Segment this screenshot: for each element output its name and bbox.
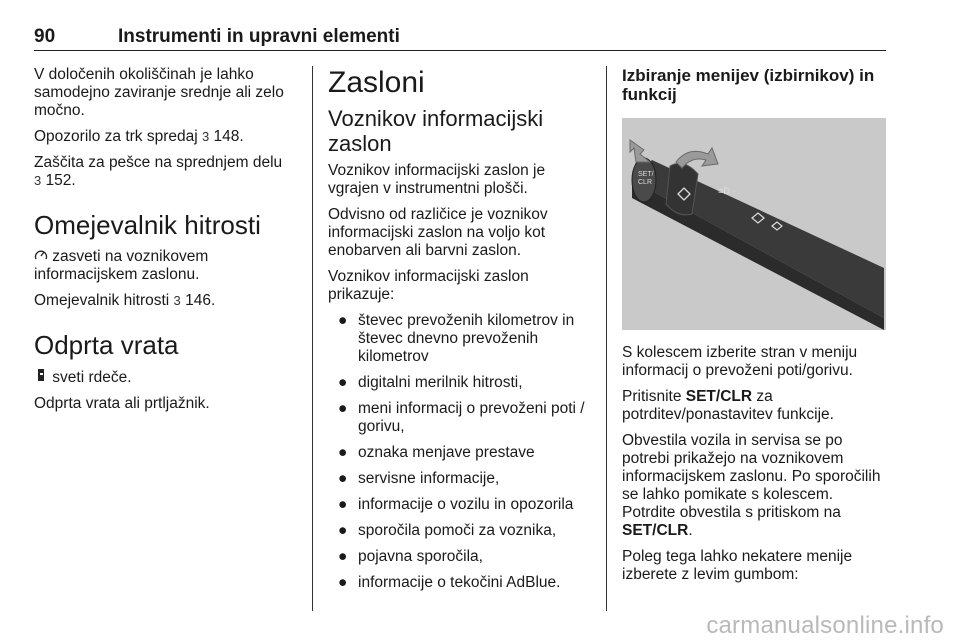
page-ref-link[interactable]: 146. [185,292,216,309]
speed-limiter-icon [34,248,48,266]
steering-lever-illustration [622,118,886,330]
column-middle [328,66,596,600]
list-item: ● informacije o tekočini AdBlue. [338,574,561,591]
heading-speed-limiter: Omejevalnik hitrosti [34,210,261,240]
chapter-title: Instrumenti in upravni elementi [118,26,400,47]
paragraph-pedestrian-ref: Zaščita za pešce na sprednjem delu 3 152. [34,154,283,189]
heading-driver-info-display: Voznikov informacijski zaslon [328,106,544,156]
list-item: ● servisne informacije, [338,470,500,487]
svg-text:CLR: CLR [638,179,653,186]
display-items-list [328,312,596,592]
paragraph-display-2: Odvisno od različice je voznikov informacijski zaslon na voljo kot enobarven ali barvni zaslon. [328,206,548,259]
paragraph-display-1: Voznikov informacijski zaslon je vgrajen v instrumentni plošči. [328,162,546,197]
page-ref-link[interactable]: 152. [45,172,76,189]
page-ref-arrow-icon: 3 [173,293,181,308]
heading-open-door: Odprta vrata [34,330,179,360]
list-item: ● digitalni merilnik hitrosti, [338,374,523,391]
paragraph-door-text: Odprta vrata ali prtljažnik. [34,395,210,412]
heading-menu-selection: Izbiranje menijev (izbirnikov) in funkcij [622,66,875,104]
paragraph-left-button: Poleg tega lahko nekatere menije izberete z levim gumbom: [622,548,853,583]
set-clr-button-label: SET/ [638,171,654,178]
column-divider [312,66,313,611]
list-item: ● sporočila pomoči za voznika, [338,522,557,539]
paragraph-notifications: Obvestila vozila in servisa se po potrebi prikažejo na voznikovem informacijskem zaslonu. Po sporočilih se lahko pomikate s kolescem. Potrdite obvestila s pritiskom na SET/CLR. [622,432,881,539]
page-ref-arrow-icon: 3 [202,129,210,144]
page-ref-arrow-icon: 3 [34,173,42,188]
watermark: carmanualsonline.info [706,612,944,639]
paragraph-speed-limiter: zasveti na voznikovem informacijskem zaslonu. [34,248,209,283]
paragraph-door-indicator: sveti rdeče. [34,368,296,387]
paragraph-set-clr: Pritisnite SET/CLR za potrditev/ponastavitev funkcije. [622,388,834,423]
paragraph-speed-limiter-ref: Omejevalnik hitrosti 3 146. [34,292,216,309]
column-left [34,66,296,421]
paragraph-braking: V določenih okoliščinah je lahko samodejno zaviranje srednje ali zelo močno. [34,66,284,119]
page-header [34,26,886,51]
svg-text:≡D ◦: ≡D ◦ [718,186,736,196]
column-divider [606,66,607,611]
list-item: ● oznaka menjave prestave [338,444,535,461]
list-item: ● informacije o vozilu in opozorila [338,496,574,513]
paragraph-wheel: S kolescem izberite stran v meniju informacij o prevoženi poti/gorivu. [622,344,858,379]
paragraph-display-3: Voznikov informacijski zaslon prikazuje: [328,268,529,303]
open-door-icon [34,368,48,387]
heading-displays: Zasloni [328,66,425,99]
page-number: 90 [34,26,56,47]
page-ref-link[interactable]: 148. [213,128,244,145]
list-item: ● števec prevoženih kilometrov in števec dnevno prevoženih kilometrov [338,312,575,365]
list-item: ● meni informacij o prevoženi poti / gorivu, [338,400,585,435]
paragraph-collision-ref: Opozorilo za trk spredaj 3 148. [34,128,244,145]
column-right [622,66,886,592]
list-item: ● pojavna sporočila, [338,548,483,565]
